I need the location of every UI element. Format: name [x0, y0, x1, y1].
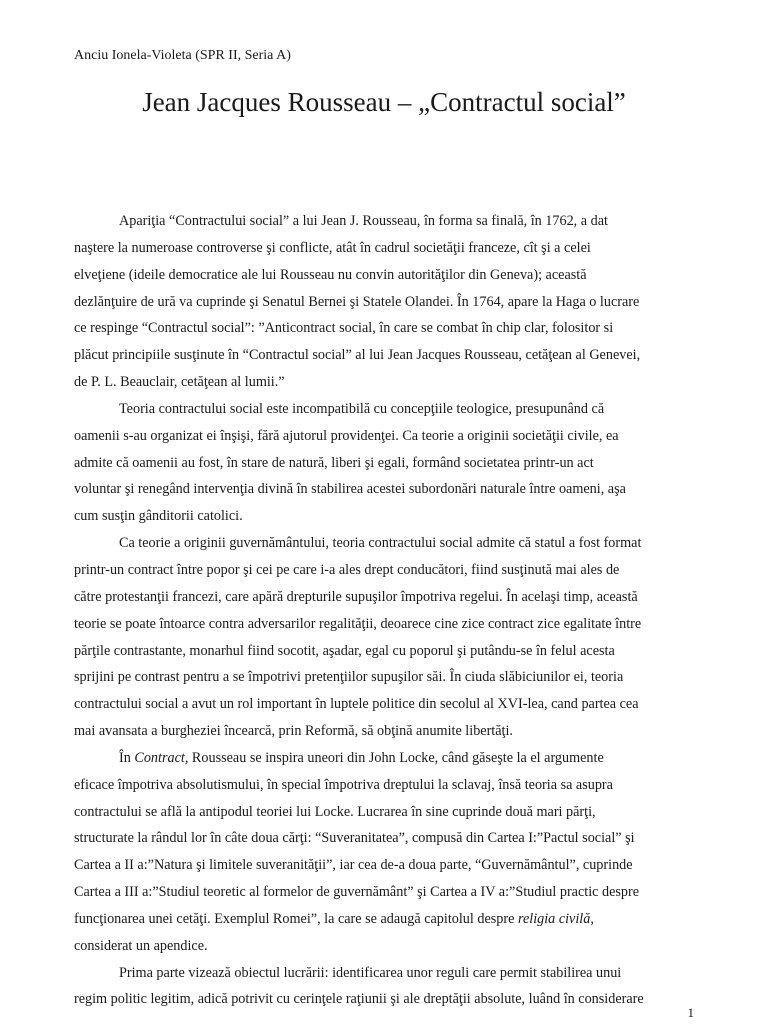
text-segment: Apariţia “Contractului social” a lui Jean J. Rousseau, în forma sa finală, în 1762, a dat: [119, 213, 608, 229]
text-segment: de P. L. Beauclair, cetăţean al lumii.”: [74, 374, 285, 391]
text-line: [74, 638, 696, 665]
text-line: [74, 664, 696, 691]
text-segment: elveţiene (ideile democratice ale lui Rousseau nu convin autorităţilor din Geneva); această: [74, 266, 587, 283]
text-segment: Teoria contractului social este incompatibilă cu concepţiile teologice, presupunând că: [119, 400, 605, 417]
text-segment: către protestanţii francezi, care apără drepturile supuşilor împotriva regelui. În acelaşi timp, această: [74, 588, 638, 605]
text-line: [74, 986, 696, 1013]
text-segment: admite că oamenii au fost, în stare de natură, liberi şi egali, formând societatea printr-un act: [74, 454, 594, 471]
text-segment: regim politic legitim, adică potrivit cu cerinţele raţiunii şi ale dreptăţii absolute, luând în considerare: [74, 991, 644, 1008]
text-line: [74, 745, 696, 772]
text-segment: funcţionarea unei cetăţi. Exemplul Romei”, la care se adaugă capitolul despre: [74, 910, 518, 927]
text-segment: plăcut principiile susţinute în “Contractul social” al lui Jean Jacques Rousseau, cetăţean al Genevei,: [74, 347, 641, 364]
text-line: [74, 691, 696, 718]
text-segment: contractului se află la antipodul teoriei lui Locke. Lucrarea în sine cuprinde două mari părţi,: [74, 803, 596, 820]
text-line: [74, 960, 696, 987]
document-body: [74, 208, 696, 1013]
text-segment: printr-un contract între popor şi cei pe care i-a ales drept conducători, fiind susţinută mai ales de: [74, 561, 620, 578]
text-line: [74, 906, 696, 933]
text-line: [74, 396, 696, 423]
text-line: [74, 879, 696, 906]
text-line: [74, 315, 696, 342]
text-segment: părţile contrastante, monarhul fiind socotit, aşadar, egal cu poporul şi putându-se în felul acesta: [74, 642, 615, 659]
text-segment: mai avansata a burgheziei încearcă, prin Reformă, să obţină anumite libertăţi.: [74, 723, 513, 740]
text-segment: voluntar şi renegând intervenţia divină în stabilirea acestei subordonări naturale între oameni, aşa: [74, 481, 626, 498]
text-line: [74, 584, 696, 611]
text-segment: ce respinge “Contractul social”: ”Anticontract social, în care se combat în chip clar, folositor si: [74, 320, 614, 337]
text-segment: eficace împotriva absolutismului, în special împotriva dreptului la sclavaj, însă teoria sa asupra: [74, 776, 613, 793]
text-line: [74, 208, 696, 235]
text-line: [74, 450, 696, 477]
text-line: [74, 530, 696, 557]
text-segment: Cartea a II a:”Natura şi limitele suveranităţii”, iar cea de-a doua parte, “Guvernământul”, cuprinde: [74, 857, 633, 874]
author-line: Anciu Ionela-Violeta (SPR II, Seria A): [74, 48, 291, 63]
italic-text: religia civilă,: [517, 910, 594, 927]
text-line: [74, 503, 696, 530]
text-segment: Rousseau se inspira uneori din John Locke, când găseşte la el argumente: [188, 749, 604, 766]
text-line: [74, 369, 696, 396]
text-line: [74, 799, 696, 826]
text-segment: considerat un apendice.: [74, 937, 208, 954]
text-segment: contractului social a avut un rol important în luptele politice din secolul al XVI-lea, cand partea cea: [74, 696, 639, 713]
text-segment: Prima parte vizează obiectul lucrării: identificarea unor reguli care permit stabilirea unui: [119, 964, 622, 981]
text-line: [74, 825, 696, 852]
page-number: 1: [687, 1005, 694, 1020]
text-line: [74, 933, 696, 960]
text-line: [74, 852, 696, 879]
text-line: [74, 289, 696, 316]
text-segment: structurate la rândul lor în câte doua cărţi: “Suveranitatea”, compusă din Cartea I:”Pactul social” şi: [74, 830, 635, 847]
text-segment: naştere la numeroase controverse şi conflicte, atât în cadrul societăţii franceze, cît şi a celei: [74, 239, 591, 256]
text-line: [74, 235, 696, 262]
italic-text: Contract,: [134, 749, 189, 766]
text-line: [74, 611, 696, 638]
text-segment: dezlănţuire de ură va cuprinde şi Senatul Bernei şi Statele Olandei. În 1764, apare la Haga o lucrare: [74, 293, 640, 310]
text-segment: cum susţin gânditorii catolici.: [74, 508, 243, 525]
text-segment: oamenii s-au organizat ei înşişi, fără ajutorul providenţei. Ca teorie a originii societăţii civile, ea: [74, 427, 619, 444]
text-line: [74, 772, 696, 799]
text-segment: Cartea a III a:”Studiul teoretic al formelor de guvernământ” şi Cartea a IV a:”Studiul practic despre: [74, 884, 640, 901]
text-line: [74, 262, 696, 289]
text-segment: teorie se poate întoarce contra adversarilor regalităţii, deoarece cine zice contract zice egalitate între: [74, 615, 642, 632]
text-line: [74, 476, 696, 503]
page-title: Jean Jacques Rousseau – „Contractul social”: [142, 87, 626, 117]
text-segment: sprijini pe contrast pentru a se împotrivi pretenţiilor supuşilor săi. În ciuda slăbiciunilor ei, teoria: [74, 669, 624, 686]
text-segment: Ca teorie a originii guvernământului, teoria contractului social admite că statul a fost format: [119, 535, 642, 552]
text-line: [74, 557, 696, 584]
text-line: [74, 342, 696, 369]
text-line: [74, 423, 696, 450]
text-line: [74, 718, 696, 745]
text-segment: În: [119, 749, 135, 766]
